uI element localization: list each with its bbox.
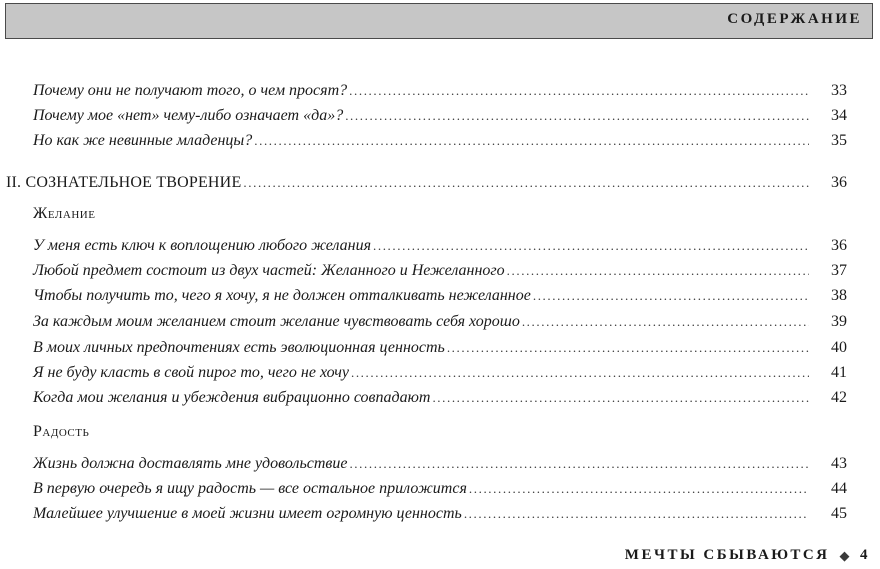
book-title: МЕЧТЫ СБЫВАЮТСЯ xyxy=(624,547,830,563)
toc-entry xyxy=(33,260,847,282)
toc-entry xyxy=(33,235,847,257)
toc-entry-title: Но как же невинные младенцы? xyxy=(33,132,253,149)
toc-entry xyxy=(33,130,847,152)
toc-entry xyxy=(33,503,847,525)
toc-entry xyxy=(33,311,847,333)
toc-entry-title: Почему мое «нет» чему-либо означает «да»? xyxy=(33,107,344,124)
dot-leader xyxy=(533,285,809,307)
toc-entry-title: Жизнь должна доставлять мне удовольствие xyxy=(33,455,348,472)
toc-entry xyxy=(33,387,847,409)
toc-entry-title: В первую очередь я ищу радость — все остальное приложится xyxy=(33,480,467,497)
page-number: 4 xyxy=(860,547,870,563)
toc-entry-title: У меня есть ключ к воплощению любого желания xyxy=(33,237,371,254)
toc-entry-title: В моих личных предпочтениях есть эволюционная ценность xyxy=(33,339,445,356)
toc-entry xyxy=(33,453,847,475)
toc-part-title: II. СОЗНАТЕЛЬНОЕ ТВОРЕНИЕ xyxy=(6,174,242,191)
dot-leader xyxy=(243,172,809,194)
dot-leader xyxy=(351,362,809,384)
toc-entry-title: Я не буду класть в свой пирог то, чего не хочу xyxy=(33,364,349,381)
toc-entry-title: За каждым моим желанием стоит желание чувствовать себя хорошо xyxy=(33,313,520,330)
toc-entry-page: 34 xyxy=(831,107,847,124)
dot-leader xyxy=(522,311,809,333)
toc-entry-page: 41 xyxy=(831,364,847,381)
toc-entry-title: Малейшее улучшение в моей жизни имеет огромную ценность xyxy=(33,505,462,522)
section-heading-desire: Желание xyxy=(33,205,96,222)
toc-entry-page: 35 xyxy=(831,132,847,149)
diamond-icon: ◆ xyxy=(839,547,852,563)
toc-entry-page: 43 xyxy=(831,455,847,472)
toc-entry xyxy=(33,478,847,500)
dot-leader xyxy=(464,503,809,525)
toc-entry xyxy=(33,105,847,127)
toc-entry-page: 39 xyxy=(831,313,847,330)
toc-entry-page: 40 xyxy=(831,339,847,356)
dot-leader xyxy=(432,387,809,409)
toc-part xyxy=(6,172,847,194)
toc-entry-title: Чтобы получить то, чего я хочу, я не должен отталкивать нежеланное xyxy=(33,287,531,304)
toc-entry-page: 42 xyxy=(831,389,847,406)
toc-entry xyxy=(33,362,847,384)
dot-leader xyxy=(254,130,809,152)
toc-entry-page: 37 xyxy=(831,262,847,279)
toc-entry-page: 44 xyxy=(831,480,847,497)
toc-entry-page: 45 xyxy=(831,505,847,522)
page-title: СОДЕРЖАНИЕ xyxy=(727,11,862,27)
toc-entry-title: Почему они не получают того, о чем просят? xyxy=(33,82,348,99)
page-footer xyxy=(625,547,870,564)
dot-leader xyxy=(349,453,809,475)
toc-entry-title: Любой предмет состоит из двух частей: Желанного и Нежеланного xyxy=(33,262,505,279)
toc-part-page: 36 xyxy=(831,174,847,191)
toc-entry xyxy=(33,285,847,307)
dot-leader xyxy=(447,337,809,359)
toc-entry-page: 38 xyxy=(831,287,847,304)
dot-leader xyxy=(469,478,809,500)
toc-entry-title: Когда мои желания и убеждения вибрационно совпадают xyxy=(33,389,431,406)
dot-leader xyxy=(345,105,809,127)
dot-leader xyxy=(349,80,809,102)
toc-entry-page: 36 xyxy=(831,237,847,254)
dot-leader xyxy=(373,235,809,257)
section-heading-joy: Радость xyxy=(33,423,90,440)
header-band xyxy=(5,3,873,39)
toc-entry xyxy=(33,337,847,359)
dot-leader xyxy=(507,260,809,282)
toc-entry-page: 33 xyxy=(831,82,847,99)
toc-entry xyxy=(33,80,847,102)
